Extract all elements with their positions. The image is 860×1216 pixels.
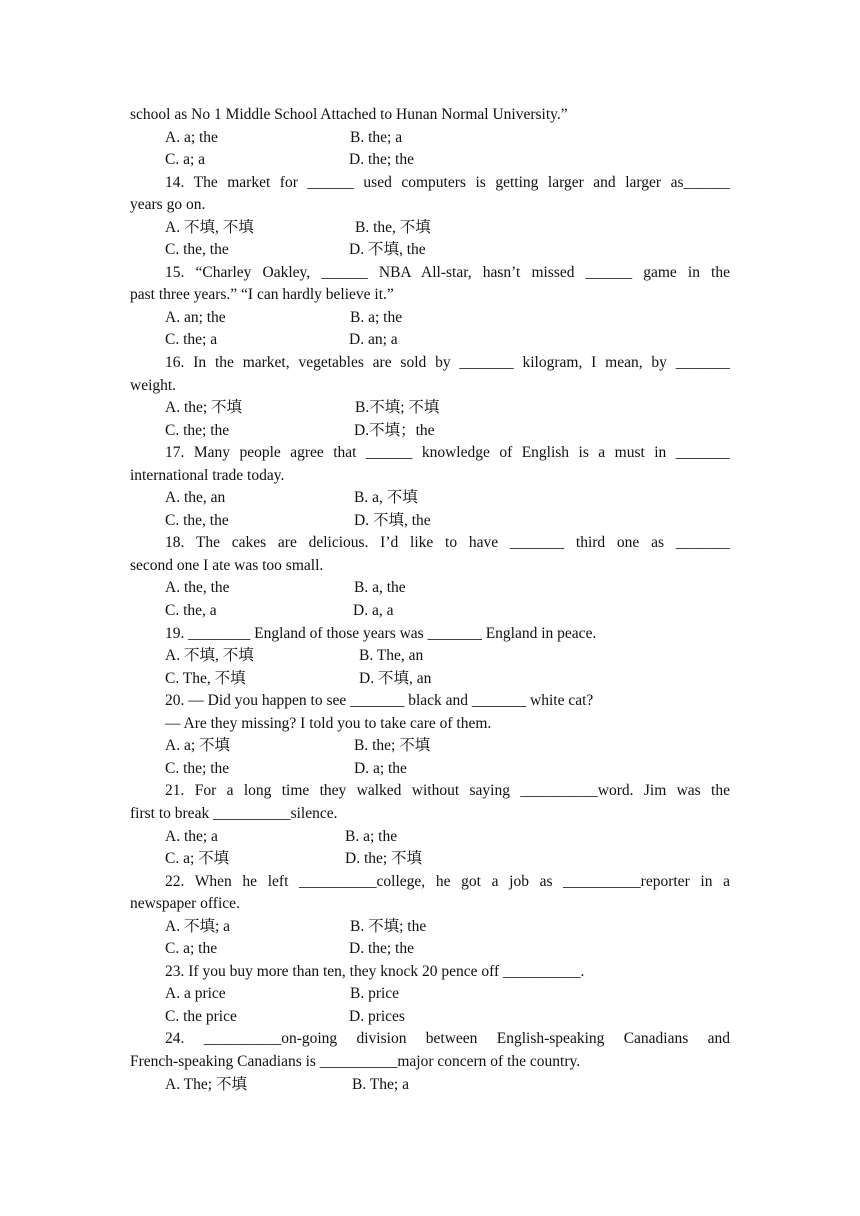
question-20-continued: — Are they missing? I told you to take care of them. (165, 714, 492, 732)
option-d: D.不填；the (354, 421, 435, 439)
option-row (130, 510, 730, 533)
option-a: A. 不填, 不填 (165, 647, 254, 665)
option-row (130, 983, 730, 1006)
option-c: C. the price (165, 1007, 237, 1025)
option-b: B. the; 不填 (354, 737, 431, 755)
option-a: A. the; 不填 (165, 399, 243, 417)
option-a: A. a price (165, 985, 226, 1003)
option-c: C. the, the (165, 241, 229, 259)
option-c: C. a; a (165, 151, 206, 169)
option-c: C. the; a (165, 331, 218, 349)
question-21-continued: first to break __________silence. (130, 804, 338, 822)
question-20: 20. — Did you happen to see _______ black and _______ white cat? (165, 692, 594, 710)
option-b: B. the, 不填 (355, 218, 431, 236)
option-row (130, 758, 730, 781)
option-row (130, 127, 730, 150)
option-a: A. the; a (165, 827, 218, 845)
option-d: D. a, a (353, 602, 394, 620)
option-row (130, 217, 730, 240)
option-b: B. a, 不填 (354, 489, 418, 507)
option-row (130, 600, 730, 623)
option-b: B. price (350, 985, 400, 1003)
option-b: B. The, an (359, 647, 424, 665)
option-d: D. 不填, an (359, 669, 432, 687)
option-d: D. the; 不填 (345, 850, 423, 868)
option-d: D. prices (349, 1007, 405, 1025)
question-18-continued: second one I ate was too small. (130, 556, 324, 574)
option-d: D. the; the (349, 151, 414, 169)
option-d: D. the; the (349, 940, 414, 958)
question-text-line: school as No 1 Middle School Attached to Hunan Normal University.” (130, 106, 568, 123)
question-17-continued: international trade today. (130, 466, 285, 484)
question-14: 14. The market for ______ used computers is getting larger and larger as______ (165, 173, 730, 191)
option-a: A. a; the (165, 128, 218, 146)
question-19: 19. ________ England of those years was _______ England in peace. (165, 624, 597, 642)
option-row (130, 307, 730, 330)
option-row (130, 577, 730, 600)
question-24-continued: French-speaking Canadians is __________major concern of the country. (130, 1052, 581, 1070)
option-row (130, 848, 730, 871)
option-b: B. The; a (352, 1075, 409, 1093)
option-row (130, 239, 730, 262)
option-row (130, 645, 730, 668)
option-b: B. the; a (350, 128, 403, 146)
question-14-continued: years go on. (130, 196, 206, 214)
option-d: D. an; a (349, 331, 398, 349)
question-17: 17. Many people agree that ______ knowledge of English is a must in _______ (165, 444, 730, 462)
question-23: 23. If you buy more than ten, they knock 20 pence off __________. (165, 962, 585, 980)
option-c: C. a; 不填 (165, 850, 230, 868)
option-c: C. the; the (165, 421, 230, 439)
option-row (130, 916, 730, 939)
option-b: B. a, the (354, 579, 406, 597)
option-row (130, 826, 730, 849)
option-row (130, 735, 730, 758)
option-d: D. 不填, the (354, 511, 431, 529)
question-15-continued: past three years.” “I can hardly believe it.” (130, 286, 394, 304)
option-b: B.不填; 不填 (355, 399, 440, 417)
option-c: C. The, 不填 (165, 669, 246, 687)
option-row (130, 668, 730, 691)
question-16-continued: weight. (130, 376, 177, 394)
option-row (130, 420, 730, 443)
option-row (130, 397, 730, 420)
option-row (130, 1074, 730, 1097)
question-18: 18. The cakes are delicious. I’d like to have _______ third one as _______ (165, 534, 730, 552)
option-a: A. an; the (165, 308, 226, 326)
option-c: C. the, a (165, 602, 217, 620)
option-c: C. a; the (165, 940, 218, 958)
option-row (130, 1006, 730, 1029)
option-a: A. 不填; a (165, 917, 231, 935)
question-22-continued: newspaper office. (130, 895, 240, 913)
option-row (130, 149, 730, 172)
option-a: A. the, an (165, 489, 226, 507)
option-a: A. a; 不填 (165, 737, 231, 755)
option-row (130, 329, 730, 352)
option-b: B. 不填; the (350, 917, 427, 935)
option-c: C. the; the (165, 759, 230, 777)
option-b: B. a; the (350, 308, 403, 326)
question-list (130, 104, 730, 1096)
question-21: 21. For a long time they walked without saying __________word. Jim was the (165, 782, 730, 800)
option-row (130, 487, 730, 510)
question-15: 15. “Charley Oakley, ______ NBA All-star, hasn’t missed ______ game in the (165, 263, 730, 281)
option-a: A. 不填, 不填 (165, 218, 254, 236)
question-24: 24. __________on-going division between English-speaking Canadians and (165, 1030, 730, 1048)
question-22: 22. When he left __________college, he got a job as __________reporter in a (165, 872, 730, 890)
option-c: C. the, the (165, 511, 229, 529)
option-d: D. a; the (354, 759, 407, 777)
question-16: 16. In the market, vegetables are sold by _______ kilogram, I mean, by _______ (165, 354, 730, 372)
option-a: A. the, the (165, 579, 230, 597)
option-a: A. The; 不填 (165, 1075, 247, 1093)
option-d: D. 不填, the (349, 241, 426, 259)
option-b: B. a; the (345, 827, 398, 845)
option-row (130, 938, 730, 961)
